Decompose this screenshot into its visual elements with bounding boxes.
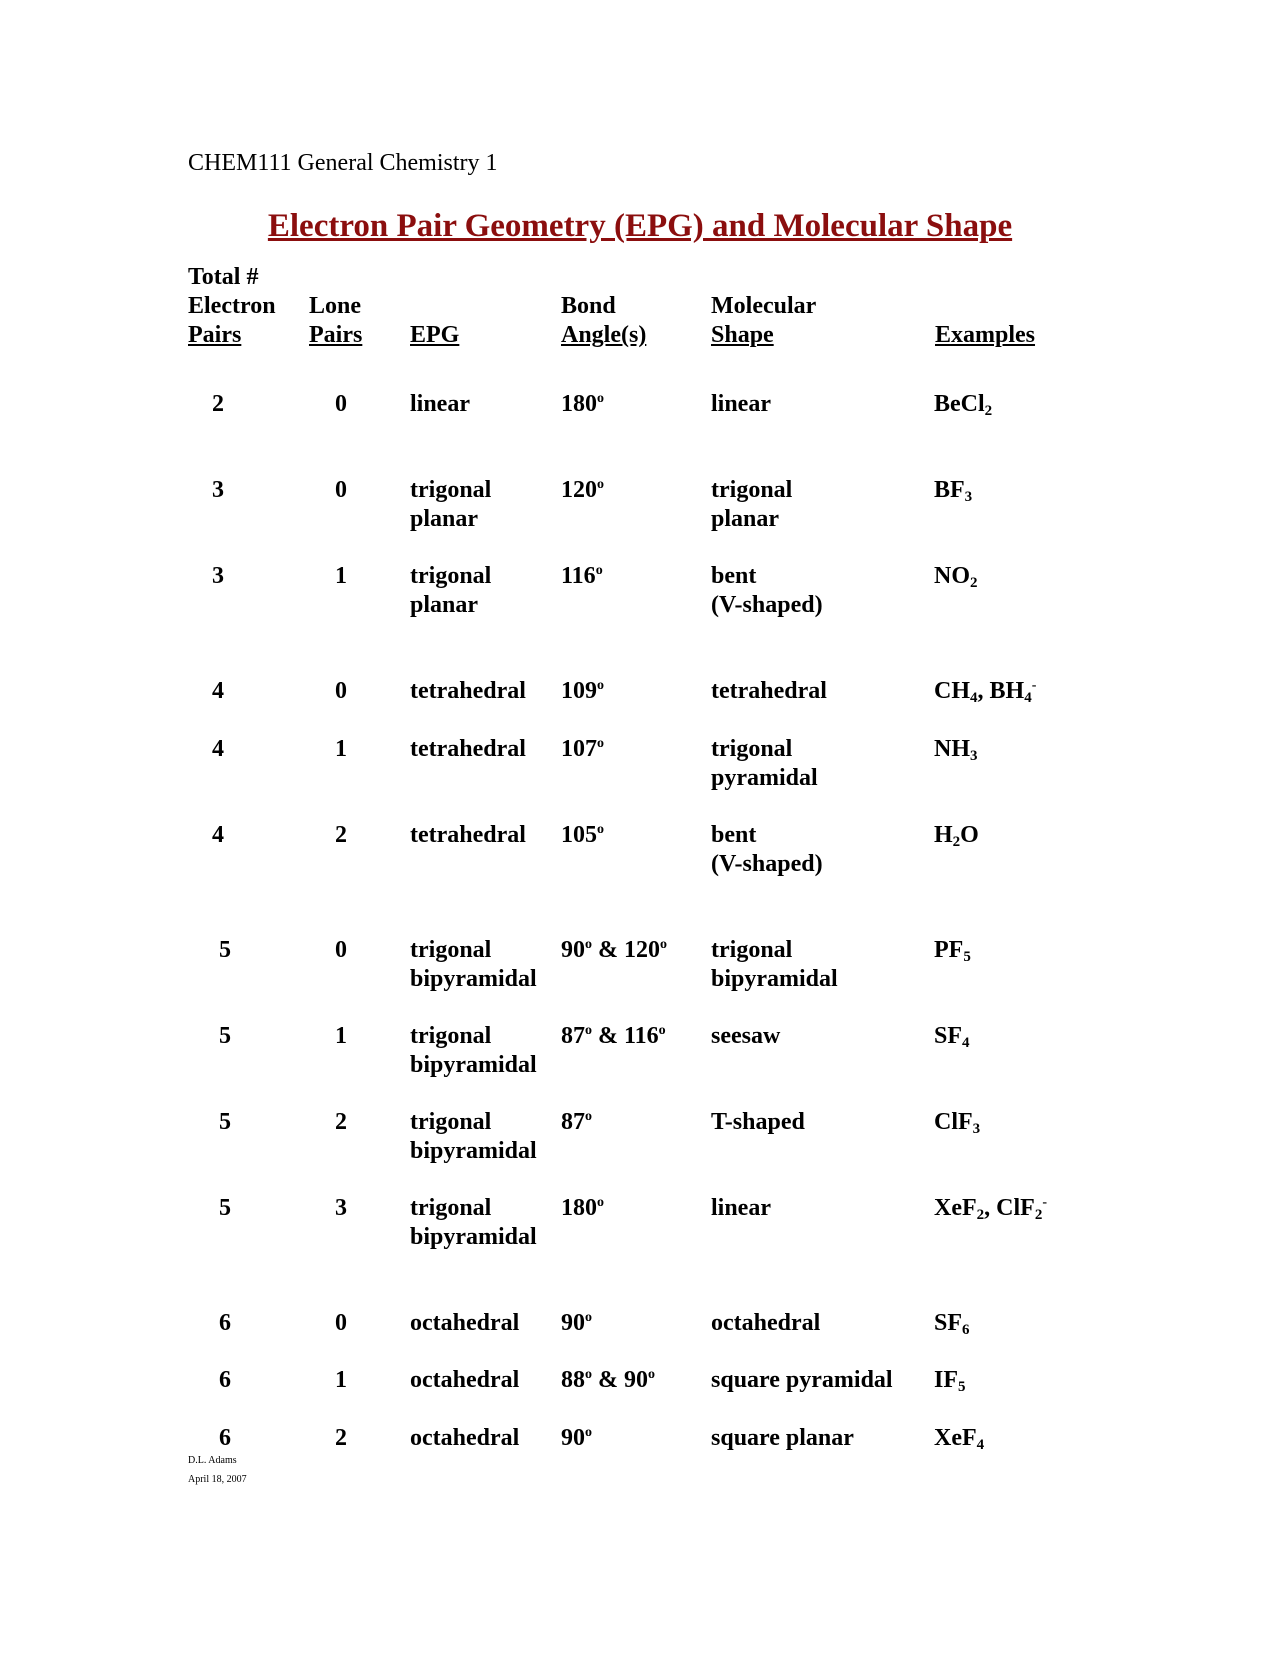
header-shape-line1: Molecular [711, 293, 817, 319]
epg-cell [410, 1194, 537, 1252]
epg-line: octahedral [410, 1310, 520, 1336]
header-shape-line2: Shape [711, 322, 774, 348]
epg-line: planar [410, 592, 479, 618]
degree-mark: o [597, 477, 604, 492]
bond-angle-cell [561, 821, 604, 850]
footer-author: D.L. Adams [188, 1455, 237, 1466]
total-pairs-cell: 4 [212, 736, 224, 762]
header-bond-line1: Bond [561, 293, 616, 319]
angle-value: 180 [561, 391, 597, 417]
examples-cell [934, 562, 978, 591]
formula-charge: - [1042, 1195, 1047, 1210]
header-examples [935, 321, 1035, 350]
course-name: CHEM111 General Chemistry 1 [188, 150, 498, 176]
degree-mark: o [658, 1023, 666, 1038]
molecular-shape-cell [711, 821, 823, 879]
molecular-shape-cell [711, 1366, 893, 1395]
bond-angle-cell [561, 677, 604, 706]
bond-angle-cell [561, 936, 667, 965]
header-bond-angle [561, 292, 646, 350]
formula-text: PF [934, 937, 964, 963]
header-bond-line2: Angle(s) [561, 322, 647, 348]
total-pairs-cell: 6 [219, 1425, 231, 1451]
bond-angle-cell [561, 735, 604, 764]
lone-pairs-cell: 0 [335, 391, 347, 417]
epg-cell [410, 1022, 537, 1080]
epg-cell [410, 562, 491, 620]
shape-line: bent [711, 822, 757, 848]
formula-subscript: 4 [970, 690, 978, 706]
bond-angle-cell [561, 390, 604, 419]
epg-cell [410, 1366, 519, 1395]
molecular-shape-cell [711, 476, 792, 534]
epg-cell [410, 476, 491, 534]
formula-text: , BH [977, 678, 1025, 704]
total-pairs-cell: 5 [219, 1195, 231, 1221]
epg-line: tetrahedral [410, 678, 526, 704]
lone-pairs-cell: 3 [335, 1195, 347, 1221]
formula-subscript: 2 [970, 575, 978, 591]
bond-angle-cell [561, 1194, 604, 1223]
epg-cell [410, 1309, 519, 1338]
epg-line: planar [410, 506, 479, 532]
shape-line: trigonal [711, 937, 793, 963]
angle-value: 105 [561, 822, 597, 848]
formula-subscript: 5 [963, 949, 971, 965]
lone-pairs-cell: 2 [335, 822, 347, 848]
lone-pairs-cell: 0 [335, 678, 347, 704]
bond-angle-cell [561, 476, 604, 505]
molecular-shape-cell [711, 936, 838, 994]
formula-text: NO [934, 563, 970, 589]
bond-angle-cell [561, 1309, 592, 1338]
bond-angle-cell [561, 1424, 592, 1453]
shape-line: tetrahedral [711, 678, 827, 704]
lone-pairs-cell: 1 [335, 1023, 347, 1049]
formula-subscript: 3 [972, 1121, 981, 1137]
shape-line: square planar [711, 1425, 854, 1451]
lone-pairs-cell: 0 [335, 1310, 347, 1336]
formula-subscript: 4 [962, 1035, 970, 1051]
epg-cell [410, 677, 526, 706]
total-pairs-cell: 6 [219, 1367, 231, 1393]
degree-mark: o [597, 822, 604, 837]
header-epg [410, 321, 459, 350]
formula-subscript: 3 [964, 489, 973, 505]
angle-value: & 120 [592, 937, 660, 963]
formula-subscript: 2 [976, 1207, 985, 1223]
degree-mark: o [597, 391, 604, 406]
molecular-shape-cell [711, 1194, 771, 1223]
total-pairs-cell: 5 [219, 1023, 231, 1049]
total-pairs-cell: 4 [212, 822, 224, 848]
epg-line: octahedral [410, 1425, 520, 1451]
angle-value: 88 [561, 1367, 585, 1393]
degree-mark: o [595, 563, 603, 578]
molecular-shape-cell [711, 735, 818, 793]
degree-mark: o [648, 1367, 655, 1382]
header-total-pairs [188, 263, 276, 350]
epg-line: tetrahedral [410, 736, 526, 762]
shape-line: bipyramidal [711, 966, 838, 992]
formula-text: SF [934, 1310, 963, 1336]
header-lone-pairs [309, 292, 362, 350]
formula-subscript: 6 [962, 1322, 970, 1338]
lone-pairs-cell: 1 [335, 736, 347, 762]
total-pairs-cell: 6 [219, 1310, 231, 1336]
header-lone-line2: Pairs [309, 322, 363, 348]
lone-pairs-cell: 1 [335, 1367, 347, 1393]
shape-line: linear [711, 1195, 771, 1221]
lone-pairs-cell: 0 [335, 937, 347, 963]
formula-text: O [960, 822, 979, 848]
formula-subscript: 4 [1024, 690, 1032, 706]
examples-cell [934, 390, 992, 419]
degree-mark: o [585, 1425, 592, 1440]
degree-mark: o [597, 1195, 604, 1210]
total-pairs-cell: 4 [212, 678, 224, 704]
examples-cell [934, 1309, 970, 1338]
epg-line: trigonal [410, 1023, 492, 1049]
formula-subscript: 2 [1034, 1207, 1043, 1223]
degree-mark: o [585, 937, 592, 952]
molecular-shape-cell [711, 1424, 854, 1453]
angle-value: 87 [561, 1023, 585, 1049]
angle-value: 180 [561, 1195, 597, 1221]
angle-value: 120 [561, 477, 597, 503]
degree-mark: o [585, 1109, 592, 1124]
epg-cell [410, 735, 526, 764]
total-pairs-cell: 5 [219, 1109, 231, 1135]
shape-line: octahedral [711, 1310, 821, 1336]
header-examples-label: Examples [935, 322, 1036, 348]
epg-line: trigonal [410, 563, 492, 589]
total-pairs-cell: 5 [219, 937, 231, 963]
molecular-shape-cell [711, 1022, 780, 1051]
header-total-line2: Electron [188, 293, 276, 319]
epg-cell [410, 1108, 537, 1166]
epg-line: bipyramidal [410, 1052, 537, 1078]
formula-text: IF [934, 1367, 958, 1393]
examples-cell [934, 677, 1036, 706]
shape-line: seesaw [711, 1023, 781, 1049]
formula-text: BF [934, 477, 965, 503]
shape-line: linear [711, 391, 771, 417]
epg-line: tetrahedral [410, 822, 526, 848]
epg-line: bipyramidal [410, 966, 537, 992]
angle-value: & 90 [592, 1367, 648, 1393]
lone-pairs-cell: 2 [335, 1425, 347, 1451]
shape-line: T-shaped [711, 1109, 805, 1135]
lone-pairs-cell: 2 [335, 1109, 347, 1135]
angle-value: 87 [561, 1109, 585, 1135]
examples-cell [934, 1424, 984, 1453]
formula-text: CH [934, 678, 970, 704]
bond-angle-cell [561, 562, 603, 591]
angle-value: 109 [561, 678, 597, 704]
shape-line: square pyramidal [711, 1367, 893, 1393]
epg-line: trigonal [410, 477, 492, 503]
angle-value: & 116 [592, 1023, 659, 1049]
shape-line: trigonal [711, 736, 793, 762]
degree-mark: o [597, 678, 604, 693]
epg-line: trigonal [410, 1109, 492, 1135]
formula-text: ClF [934, 1109, 973, 1135]
formula-text: SF [934, 1023, 963, 1049]
epg-cell [410, 821, 526, 850]
degree-mark: o [585, 1367, 592, 1382]
page-title: Electron Pair Geometry (EPG) and Molecular Shape [267, 208, 1013, 244]
total-pairs-cell: 2 [212, 391, 224, 417]
molecular-shape-cell [711, 1309, 820, 1338]
epg-cell [410, 390, 470, 419]
formula-subscript: 2 [984, 403, 993, 419]
lone-pairs-cell: 0 [335, 477, 347, 503]
shape-line: trigonal [711, 477, 793, 503]
formula-text: , ClF [984, 1195, 1035, 1221]
angle-value: 90 [561, 1310, 585, 1336]
angle-value: 90 [561, 1425, 585, 1451]
formula-charge: - [1031, 678, 1037, 693]
total-pairs-cell: 3 [212, 563, 224, 589]
degree-mark: o [660, 937, 667, 952]
shape-line: (V-shaped) [711, 592, 823, 618]
epg-cell [410, 1424, 519, 1453]
formula-subscript: 3 [970, 748, 978, 764]
bond-angle-cell [561, 1366, 655, 1395]
examples-cell [934, 1022, 970, 1051]
molecular-shape-cell [711, 1108, 805, 1137]
angle-value: 116 [561, 563, 596, 589]
examples-cell [934, 821, 979, 850]
degree-mark: o [597, 736, 604, 751]
formula-text: BeCl [934, 391, 985, 417]
epg-cell [410, 936, 537, 994]
degree-mark: o [585, 1310, 592, 1325]
formula-text: NH [934, 736, 970, 762]
total-pairs-cell: 3 [212, 477, 224, 503]
molecular-shape-cell [711, 677, 827, 706]
formula-text: XeF [934, 1425, 977, 1451]
molecular-shape-cell [711, 390, 771, 419]
header-molecular-shape [711, 292, 816, 350]
epg-line: bipyramidal [410, 1224, 537, 1250]
epg-line: bipyramidal [410, 1138, 537, 1164]
angle-value: 107 [561, 736, 597, 762]
bond-angle-cell [561, 1022, 666, 1051]
shape-line: planar [711, 506, 780, 532]
examples-cell [934, 1194, 1047, 1223]
header-epg-label: EPG [410, 322, 460, 348]
examples-cell [934, 476, 972, 505]
examples-cell [934, 1108, 980, 1137]
formula-text: XeF [934, 1195, 977, 1221]
molecular-shape-cell [711, 562, 823, 620]
formula-subscript: 5 [958, 1379, 966, 1395]
header-total-line3: Pairs [188, 322, 242, 348]
shape-line: (V-shaped) [711, 851, 823, 877]
epg-line: octahedral [410, 1367, 520, 1393]
lone-pairs-cell: 1 [335, 563, 347, 589]
bond-angle-cell [561, 1108, 592, 1137]
degree-mark: o [585, 1023, 592, 1038]
examples-cell [934, 1366, 966, 1395]
header-lone-line1: Lone [309, 293, 362, 319]
formula-subscript: 4 [976, 1437, 985, 1453]
footer-date: April 18, 2007 [188, 1474, 247, 1485]
header-total-line1: Total # [188, 264, 259, 290]
formula-subscript: 2 [952, 834, 961, 850]
shape-line: pyramidal [711, 765, 818, 791]
examples-cell [934, 735, 978, 764]
epg-line: trigonal [410, 937, 492, 963]
examples-cell [934, 936, 971, 965]
shape-line: bent [711, 563, 757, 589]
epg-line: trigonal [410, 1195, 492, 1221]
angle-value: 90 [561, 937, 585, 963]
formula-text: H [934, 822, 953, 848]
epg-line: linear [410, 391, 470, 417]
